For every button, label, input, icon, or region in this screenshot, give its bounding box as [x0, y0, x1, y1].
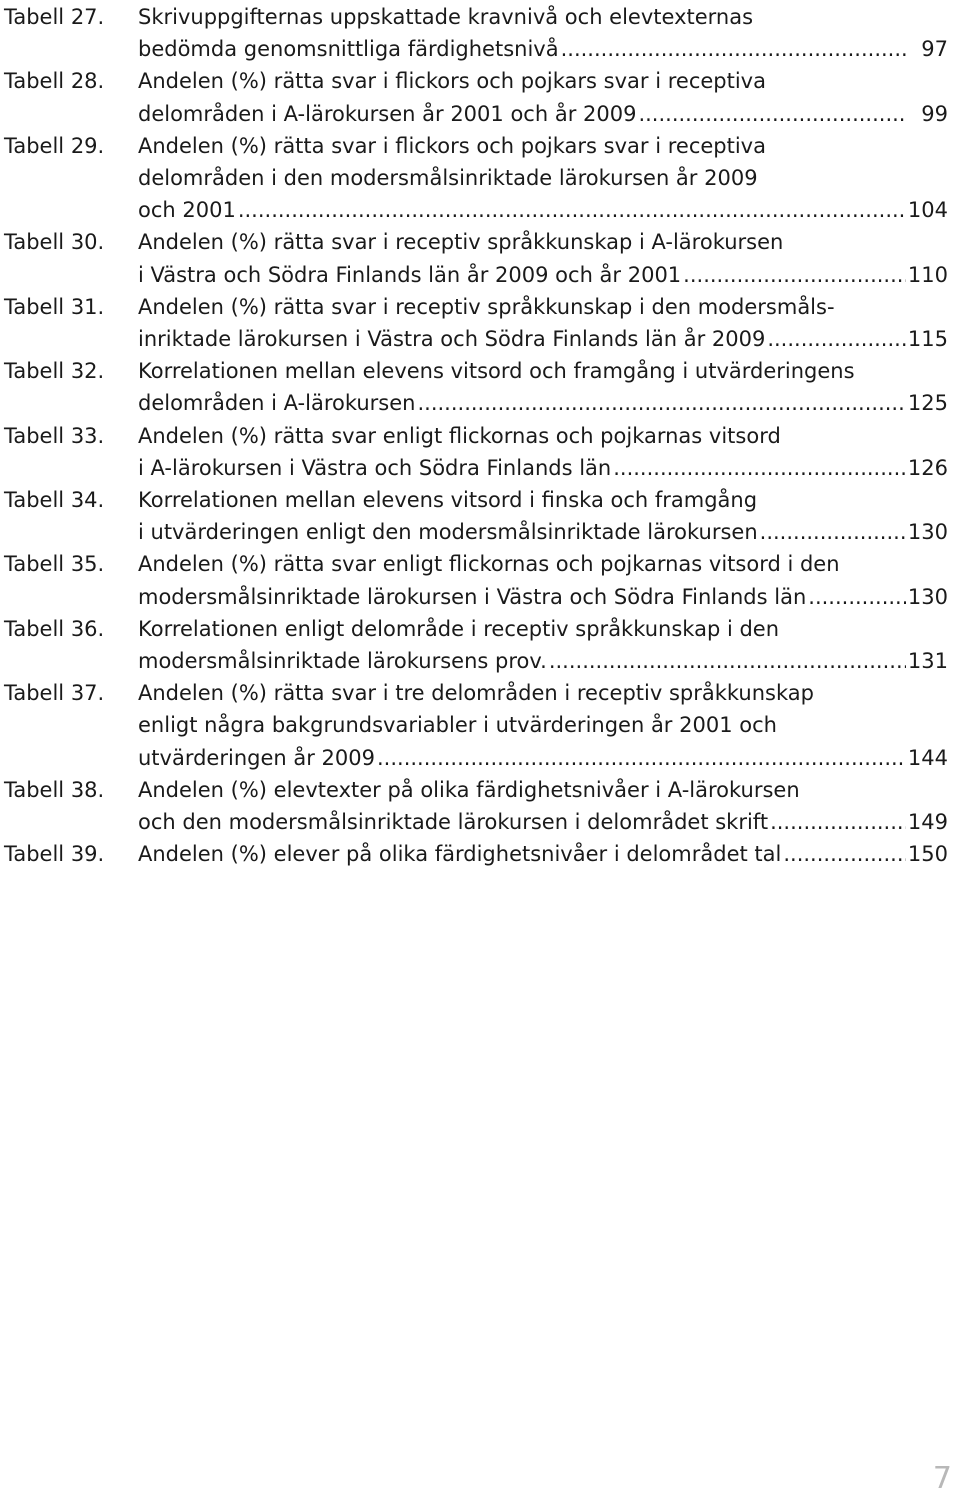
toc-entry-page: 115 [907, 326, 948, 351]
toc-entry-line [138, 292, 948, 323]
toc-entry-line [138, 549, 948, 580]
dot-leader [638, 99, 906, 130]
toc-entry [0, 775, 960, 839]
toc-entry-title: i A-lärokursen i Västra och Södra Finlands län [138, 455, 612, 480]
toc-entry-title: modersmålsinriktade lärokursens prov. [138, 648, 547, 673]
dot-leader [613, 453, 906, 484]
toc-entry-title: Korrelationen mellan elevens vitsord i finska och framgång [138, 488, 758, 512]
toc-entry-page: 150 [907, 842, 948, 867]
dot-leader [417, 388, 905, 419]
dot-leader [238, 195, 906, 226]
toc-entry-line [138, 163, 948, 194]
toc-entry-title: Andelen (%) elever på olika färdighetsnivåer i delområdet tal [138, 842, 782, 867]
toc-entry-title: modersmålsinriktade lärokursen i Västra och Södra Finlands län [138, 584, 807, 609]
toc-entry-title: utvärderingen år 2009 [138, 745, 375, 770]
toc-entry-title: i utvärderingen enligt den modersmålsinriktade lärokursen [138, 520, 758, 545]
toc-entry [0, 131, 960, 228]
toc-entry-line [138, 614, 948, 645]
toc-entry-page: 97 [921, 37, 948, 62]
toc-entry-line [138, 131, 948, 162]
toc-entry-line [138, 388, 948, 419]
toc-entry-title: Andelen (%) rätta svar enligt flickornas och pojkarnas vitsord i den [138, 552, 840, 577]
page-number: 7 [932, 1461, 952, 1496]
toc-entry [0, 839, 960, 871]
toc-entry-line [138, 453, 948, 484]
toc-entry-label: Tabell 36. [4, 616, 105, 641]
toc-entry-title: enligt några bakgrundsvariabler i utvärderingen år 2001 och [138, 713, 777, 738]
dot-leader [760, 517, 906, 548]
toc-entry-label: Tabell 30. [4, 230, 105, 255]
toc-entry [0, 614, 960, 678]
toc-entry [0, 549, 960, 613]
toc-entry-line [138, 485, 948, 516]
toc-entry [0, 292, 960, 356]
toc-entry-line [138, 227, 948, 258]
dot-leader [549, 646, 906, 677]
toc-entry-title: delområden i A-lärokursen [138, 391, 416, 416]
toc-entry-line [138, 646, 948, 677]
toc-entry-page: 130 [907, 584, 948, 609]
toc-entry-title: Andelen (%) rätta svar enligt flickornas och pojkarnas vitsord [138, 423, 781, 448]
toc-entry [0, 485, 960, 549]
toc-entry-title: delområden i den modersmålsinriktade lärokursen år 2009 [138, 165, 758, 190]
toc-entry-line [138, 582, 948, 613]
toc-entry-line [138, 839, 948, 870]
toc-entry-page: 104 [907, 198, 948, 223]
toc-entry-title: Andelen (%) rätta svar i receptiv språkkunskap i A-lärokursen [138, 230, 784, 255]
dot-leader [783, 839, 906, 870]
toc-entry-line [138, 517, 948, 548]
toc-entry-title: Andelen (%) rätta svar i tre delområden i receptiv språkkunskap [138, 681, 814, 706]
toc-entry-label: Tabell 35. [4, 552, 105, 577]
toc-entry-title: Skrivuppgifternas uppskattade kravnivå och elevtexternas [138, 5, 754, 29]
toc-entry-label: Tabell 34. [4, 488, 105, 512]
toc-entry-title: inriktade lärokursen i Västra och Södra Finlands län år 2009 [138, 326, 766, 351]
toc-entry-title: Andelen (%) rätta svar i receptiv språkkunskap i den modersmåls- [138, 294, 835, 319]
toc-entry [0, 421, 960, 485]
toc-entry-title: Andelen (%) rätta svar i flickors och pojkars svar i receptiva [138, 69, 766, 94]
dot-leader [561, 34, 906, 65]
toc-entry-label: Tabell 38. [4, 777, 105, 802]
toc-entry-line [138, 678, 948, 709]
toc-entry-line [138, 34, 948, 65]
toc-entry [0, 2, 960, 66]
toc-entry-title: Korrelationen enligt delområde i receptiv språkkunskap i den [138, 616, 780, 641]
toc-entry-label: Tabell 32. [4, 359, 105, 384]
toc-entry-page: 126 [907, 455, 948, 480]
toc-entry-label: Tabell 37. [4, 681, 105, 706]
toc-entry-line [138, 421, 948, 452]
toc-entry-title: i Västra och Södra Finlands län år 2009 och år 2001 [138, 262, 682, 287]
toc-entry-page: 130 [907, 520, 948, 545]
toc-entry-page: 125 [907, 391, 948, 416]
toc-entry-line [138, 710, 948, 741]
toc-entry [0, 227, 960, 291]
toc-entry-label: Tabell 31. [4, 294, 105, 319]
toc-entry-label: Tabell 27. [4, 5, 105, 29]
toc-entry-page: 99 [921, 101, 948, 126]
toc-entry-line [138, 807, 948, 838]
toc-entry-line [138, 195, 948, 226]
dot-leader [770, 807, 906, 838]
toc-entry [0, 356, 960, 420]
toc-entry-page: 131 [907, 648, 948, 673]
toc-entry-label: Tabell 28. [4, 69, 105, 94]
toc-entry [0, 66, 960, 130]
toc-entry-title: Andelen (%) rätta svar i flickors och pojkars svar i receptiva [138, 133, 766, 158]
dot-leader [808, 582, 906, 613]
toc-entry-page: 149 [907, 809, 948, 834]
toc-entry-line [138, 2, 948, 33]
toc-entry-line [138, 260, 948, 291]
toc-entry-title: och den modersmålsinriktade lärokursen i delområdet skrift [138, 809, 769, 834]
toc-entry-title: delområden i A-lärokursen år 2001 och år 2009 [138, 101, 637, 126]
toc-entry-label: Tabell 39. [4, 842, 105, 867]
toc-entry-title: bedömda genomsnittliga färdighetsnivå [138, 37, 559, 62]
dot-leader [377, 743, 906, 774]
toc-entry-label: Tabell 33. [4, 423, 105, 448]
dot-leader [767, 324, 906, 355]
toc-entry-line [138, 356, 948, 387]
toc-entry-line [138, 99, 948, 130]
toc-entry-label: Tabell 29. [4, 133, 105, 158]
toc-entry-page: 110 [907, 262, 948, 287]
toc-entry [0, 678, 960, 775]
toc-entry-title: Korrelationen mellan elevens vitsord och framgång i utvärderingens [138, 359, 855, 384]
toc-entry-line [138, 324, 948, 355]
toc-entry-page: 144 [907, 745, 948, 770]
toc-entry-line [138, 66, 948, 97]
toc-entry-title: Andelen (%) elevtexter på olika färdighetsnivåer i A-lärokursen [138, 777, 800, 802]
toc-entry-title: och 2001 [138, 198, 236, 223]
toc-entry-line [138, 775, 948, 806]
dot-leader [683, 260, 906, 291]
toc-entry-line [138, 743, 948, 774]
